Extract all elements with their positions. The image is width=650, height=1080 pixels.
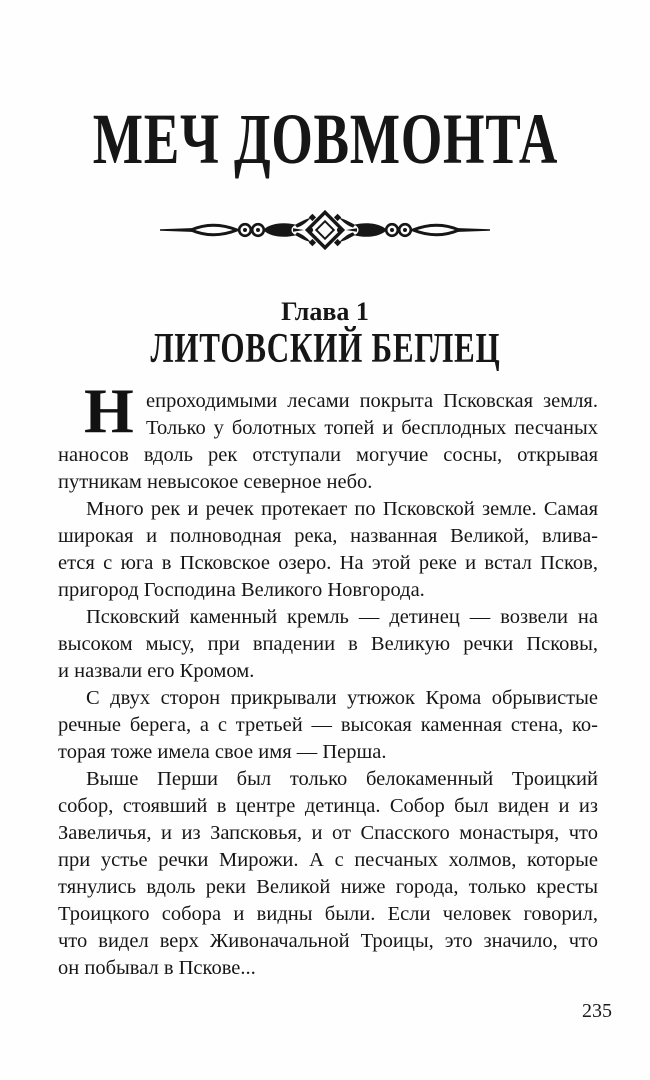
text-line: наносов вдоль рек отступали могучие сосны, открывая [58,444,598,466]
text-line: что видел верх Живоначальной Троицы, это значило, что [58,930,598,952]
book-title-text: МЕЧ ДОВМОНТА [92,99,558,179]
text-line: при устье речки Мирожи. А с песчаных холмов, которые [58,849,598,871]
text-line: ется с юга в Псковское озеро. На этой реке и встал Псков, [58,552,598,574]
text-line: путникам невысокое северное небо. [58,471,373,493]
book-title [0,99,650,179]
paragraph [58,766,598,982]
paragraph [58,604,598,685]
text-line: и назвали его Кромом. [58,660,255,682]
text-line: широкая и полноводная река, названная Великой, влива- [58,525,598,547]
text-line: Выше Перши был только белокаменный Троицкий [86,768,598,790]
text-line: торая тоже имела свое имя — Перша. [58,741,387,763]
text-line: Псковский каменный кремль — детинец — возвели на [86,606,598,628]
text-line: Троицкого собора и видны были. Если человек говорил, [58,903,598,925]
text-line: он побывал в Пскове... [58,957,256,979]
chapter-title-text: ЛИТОВСКИЙ БЕГЛЕЦ [150,326,500,372]
page-number: 235 [582,1000,612,1022]
chapter-label: Глава 1 [281,297,369,326]
text-line: Только у болотных топей и бесплодных песчаных [146,417,598,439]
text-line: Завеличья, и из Запсковья, и от Спасского монастыря, что [58,822,598,844]
text-line: высоком мысу, при впадении в Великую речки Псковы, [58,633,598,655]
chapter-title [0,328,650,370]
drop-cap: Н [84,375,134,446]
paragraph [58,685,598,766]
paragraph [58,496,598,604]
paragraph [58,375,598,496]
text-line: собор, стоявший в центре детинца. Собор был виден и из [58,795,598,817]
text-line: Много рек и речек протекает по Псковской земле. Самая [86,498,598,520]
body-text [58,375,598,982]
text-line: епроходимыми лесами покрыта Псковская земля. [146,390,598,412]
ornamental-divider-icon [160,207,490,253]
text-line: С двух сторон прикрывали утюжок Крома обрывистые [86,687,598,709]
text-line: пригород Господина Великого Новгорода. [58,579,425,601]
text-line: речные берега, а с третьей — высокая каменная стена, ко- [58,714,598,736]
text-line: тянулись вдоль реки Великой ниже города, только кресты [58,876,598,898]
